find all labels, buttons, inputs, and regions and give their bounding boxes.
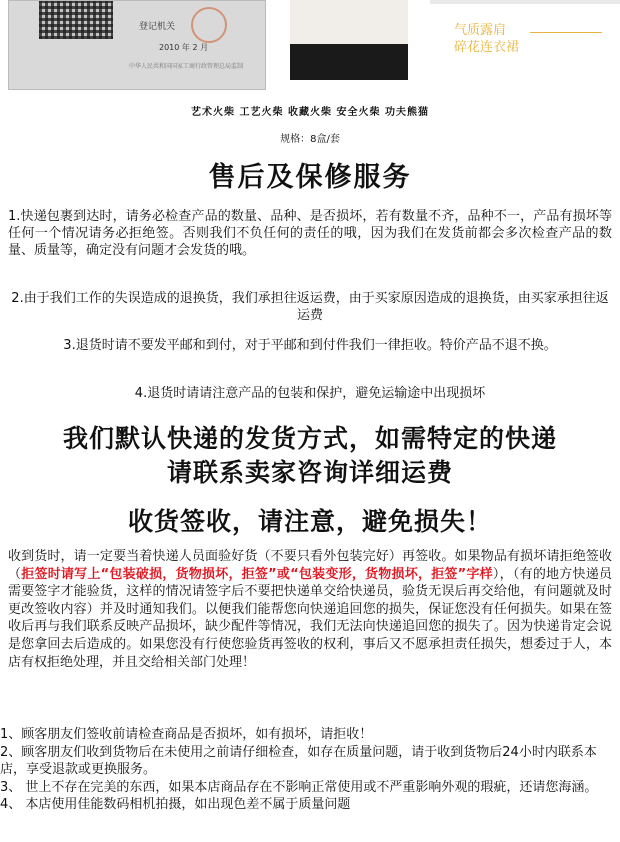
notes-list — [0, 726, 612, 814]
product-spec: 规格：8盒/套 — [280, 134, 340, 145]
service-title: 售后及保修服务 — [208, 162, 412, 193]
cert-footer: 中华人民共和国国家工商行政管理总局监制 — [129, 63, 244, 70]
receipt-text-b: ），（有的地方快递员需要签字才能验货，这样的情况请签字后不要把快递单交给快递员，验货无误后再交给他，有问题就及时更改签收内容）并及时通知我们。以便我们能帮您向快递追回您的损失，保证您没有任何损失。如果在签收后再与我们联系反映产品损坏，缺少配件等情况，我们无法向快递追回您的损失了。因为快递肯定会说是您拿回去后造成的。如果您没有行使您验货再签收的权利，事后又不愿承担责任损失，想委过于人，本店有权拒绝处理，并且交给相关部门处理！ — [8, 566, 612, 670]
receipt-text-a: 收到货时，请一定要当着快递人员面验好货（不要只看外包装完好）再签收。如果物品有损坏请拒绝签收（ — [8, 549, 612, 582]
express-line-2: 请联系卖家咨询详细运费 — [166, 458, 453, 487]
product-types: 艺术火柴 工艺火柴 收藏火柴 安全火柴 功夫熊猫 — [191, 107, 429, 118]
receipt-title: 收货签收，请注意，避免损失！ — [127, 507, 492, 536]
photo-strip — [430, 0, 620, 4]
cert-date: 2010 年 2 月 — [159, 43, 209, 52]
service-item-3: 3.退货时请不要发平邮和到付，对于平邮和到付件我们一律拒收。特价产品不退不换。 — [63, 338, 557, 353]
top-banner — [0, 0, 620, 96]
list-item: 2、顾客朋友们收到货物后在未使用之前请仔细检查，如存在质量问题，请于收到货物后24小时内联系本店，享受退款或更换服务。 — [0, 744, 597, 777]
promo-line-2: 碎花连衣裙 — [454, 40, 520, 55]
business-license-image — [8, 0, 266, 90]
receipt-refusal-wording: 拒签时请写上“包装破损，货物损坏，拒签”或“包装变形，货物损坏，拒签”字样 — [21, 566, 493, 582]
service-item-4: 4.退货时请请注意产品的包装和保护，避免运输途中出现损坏 — [134, 386, 486, 401]
express-notice — [0, 422, 620, 490]
cert-label: 登记机关 — [139, 22, 176, 32]
list-item: 3、 世上不存在完美的东西，如果本店商品存在不影响正常使用或不严重影响外观的瑕疵，还请您海涵。 — [0, 779, 598, 795]
promo-divider — [530, 32, 602, 33]
service-item-2: 2.由于我们工作的失误造成的退换货，我们承担往返运费，由于买家原因造成的退换货，由买家承担往返运费 — [11, 291, 609, 323]
list-item: 4、 本店使用佳能数码相机拍摄，如出现色差不属于质量问题 — [0, 797, 351, 812]
service-item-1: 1.快递包裹到达时，请务必检查产品的数量、品种、是否损坏，若有数量不齐，品种不一，产品有损坏等任何一个情况请务必拒绝签。否则我们不负任何的责任的哦，因为我们在发货前都会多次检查产品的数量、质量等，确定没有问题才会发货的哦。 — [8, 209, 612, 258]
express-line-1: 我们默认快递的发货方式，如需特定的快递 — [62, 424, 557, 453]
promo-line-1: 气质露肩 — [454, 23, 507, 38]
official-seal — [191, 7, 227, 43]
receipt-text — [8, 548, 612, 671]
qr-code — [39, 1, 113, 39]
product-photo — [290, 0, 408, 80]
list-item: 1、顾客朋友们签收前请检查商品是否损坏，如有损坏，请拒收！ — [0, 727, 373, 742]
promo-text — [454, 22, 519, 56]
